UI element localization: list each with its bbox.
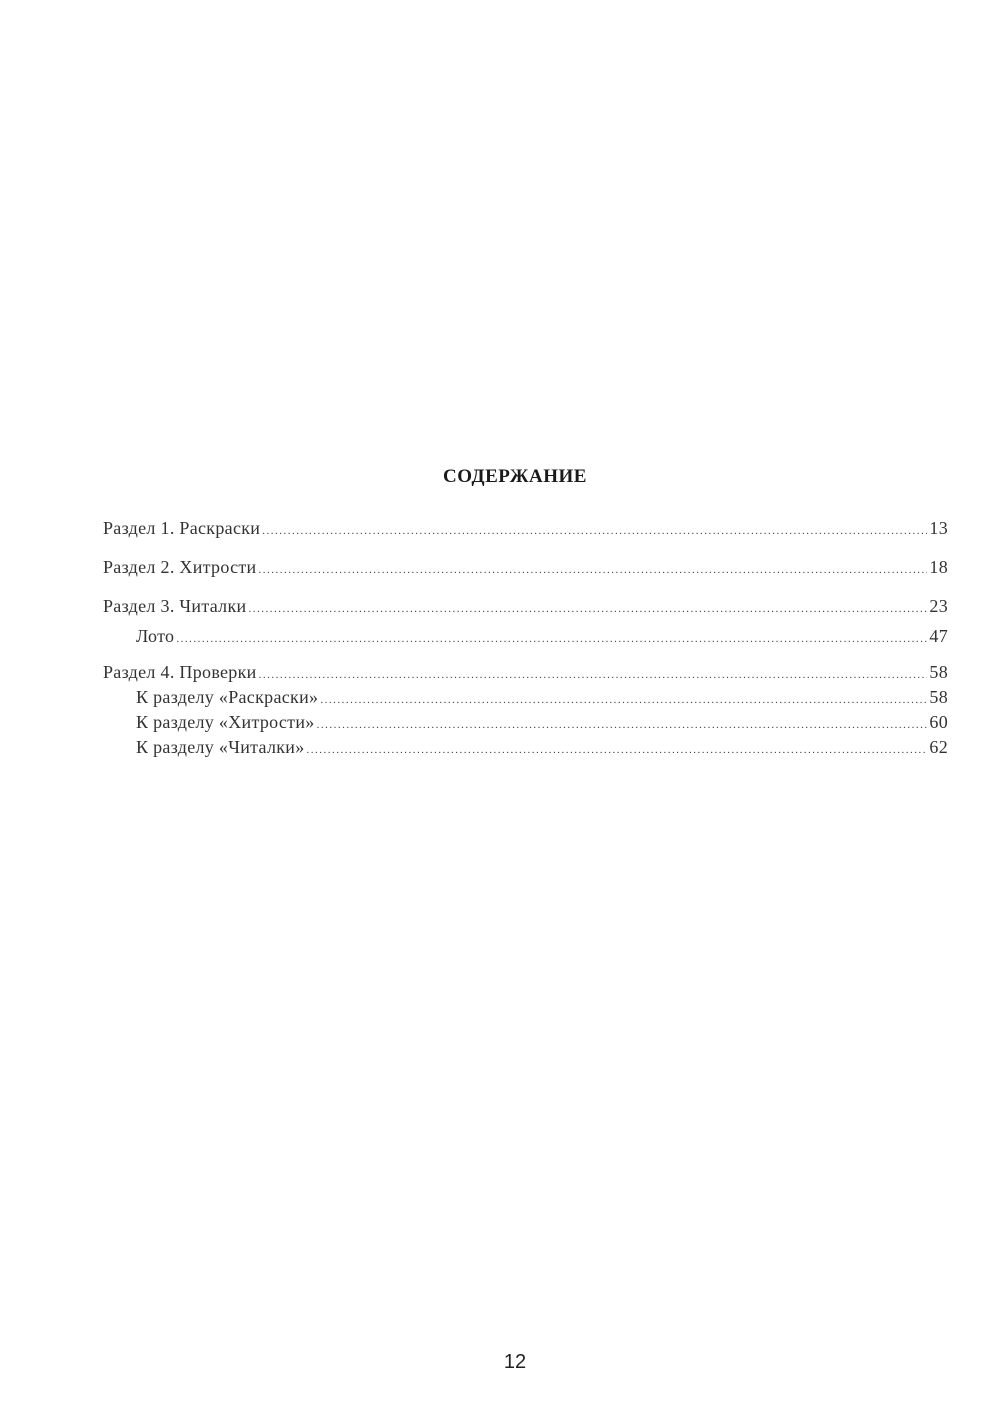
toc-entry-answers-reading[interactable] xyxy=(103,734,948,760)
toc-entry-page: 62 xyxy=(929,737,948,757)
toc-entry-label: К разделу «Хитрости» xyxy=(136,712,315,732)
toc-leader-dots xyxy=(307,737,928,763)
toc-entry-label: Раздел 3. Читалки xyxy=(103,596,247,616)
table-of-contents xyxy=(103,515,948,760)
toc-entry-section-4[interactable] xyxy=(103,659,948,685)
toc-leader-dots xyxy=(259,662,928,688)
toc-entry-label: Раздел 2. Хитрости xyxy=(103,557,257,577)
toc-entry-answers-tricks[interactable] xyxy=(103,709,948,735)
toc-entry-label: К разделу «Раскраски» xyxy=(136,687,319,707)
toc-entry-label: Лото xyxy=(136,626,175,646)
toc-leader-dots xyxy=(320,687,927,713)
toc-entry-page: 47 xyxy=(929,626,948,646)
toc-entry-label: Раздел 4. Проверки xyxy=(103,662,257,682)
toc-entry-page: 18 xyxy=(929,557,948,577)
toc-entry-page: 13 xyxy=(929,518,948,538)
toc-entry-loto[interactable] xyxy=(103,623,948,649)
toc-entry-page: 58 xyxy=(929,687,948,707)
toc-entry-section-3[interactable] xyxy=(103,593,948,619)
toc-entry-page: 23 xyxy=(929,596,948,616)
toc-leader-dots xyxy=(258,557,927,583)
toc-leader-dots xyxy=(176,626,927,652)
toc-entry-page: 58 xyxy=(929,662,948,682)
toc-entry-label: К разделу «Читалки» xyxy=(136,737,305,757)
toc-entry-answers-coloring[interactable] xyxy=(103,684,948,710)
toc-entry-label: Раздел 1. Раскраски xyxy=(103,518,261,538)
toc-leader-dots xyxy=(262,518,927,544)
toc-entry-page: 60 xyxy=(929,712,948,732)
toc-title: СОДЕРЖАНИЕ xyxy=(443,466,587,487)
toc-leader-dots xyxy=(317,712,928,738)
toc-entry-section-2[interactable] xyxy=(103,554,948,580)
toc-leader-dots xyxy=(248,596,927,622)
page-number: 12 xyxy=(503,1351,527,1373)
toc-entry-section-1[interactable] xyxy=(103,515,948,541)
